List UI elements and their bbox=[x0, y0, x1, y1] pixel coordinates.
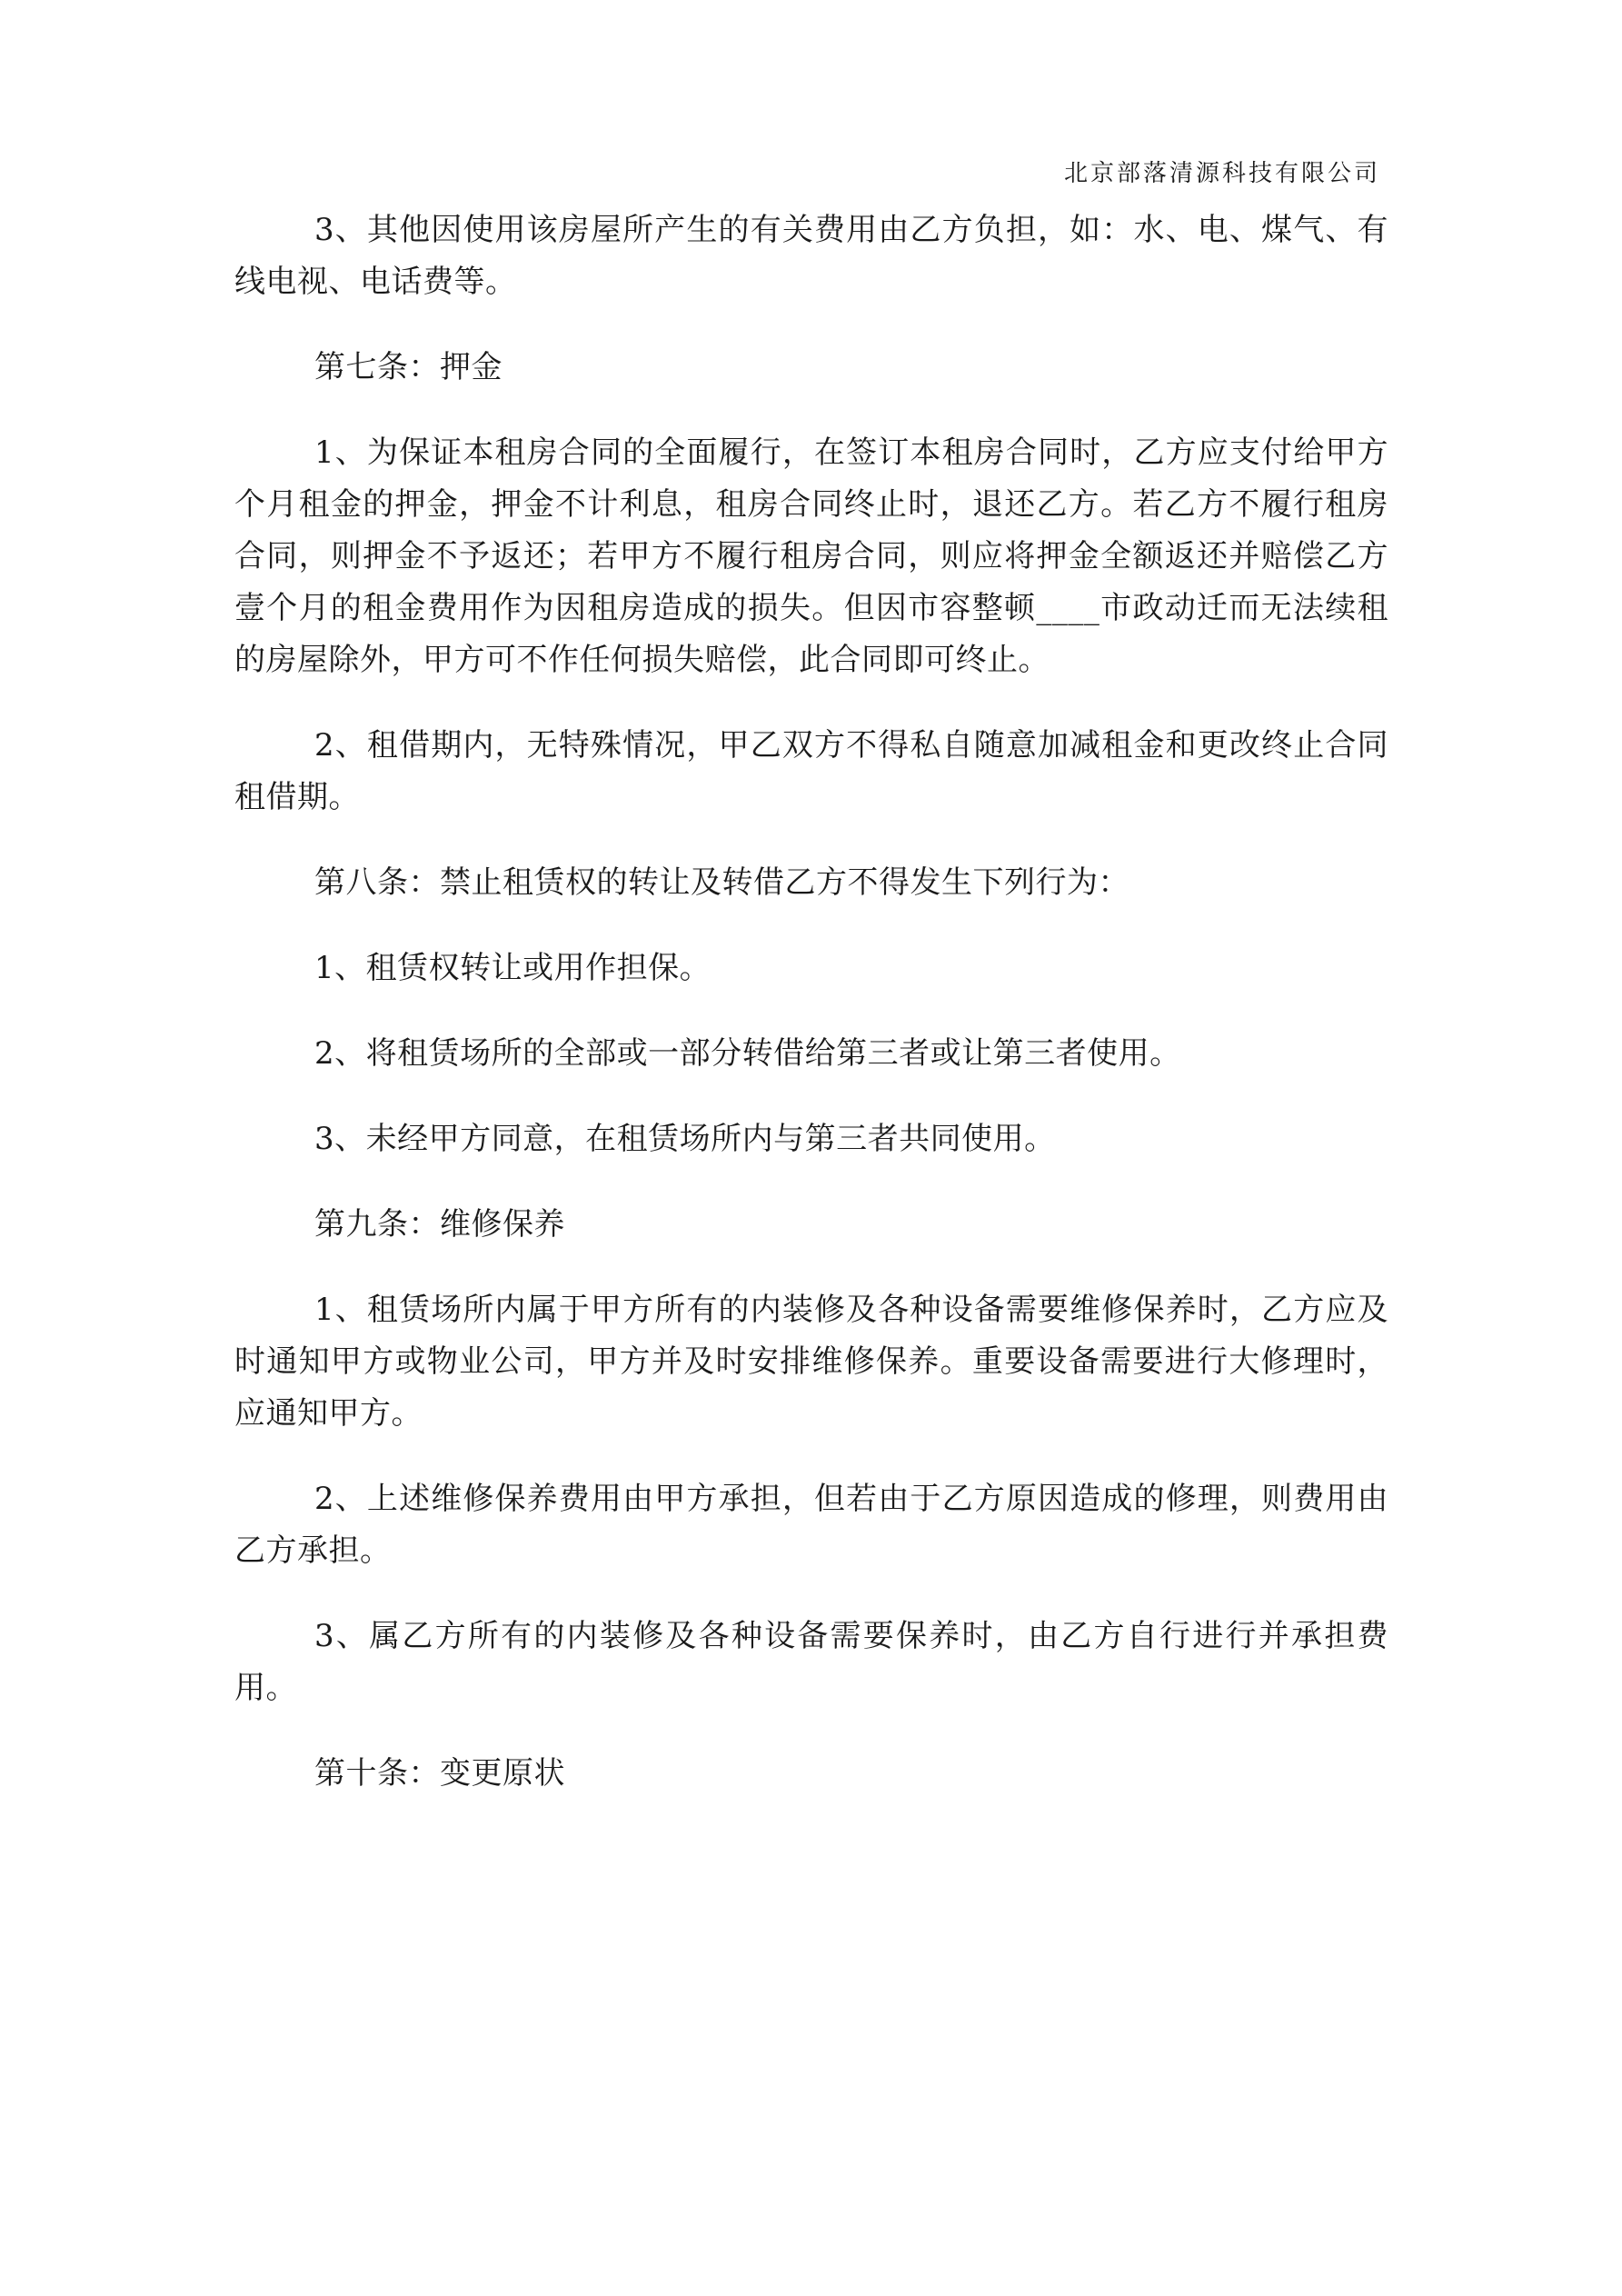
article-10-heading: 第十条：变更原状 bbox=[314, 1755, 565, 1792]
paragraph-deposit-2: 2、租借期内，无特殊情况，甲乙双方不得私自随意加减租金和更改终止合同租借期。 bbox=[234, 727, 1388, 815]
paragraph-maintenance-1: 1、租赁场所内属于甲方所有的内装修及各种设备需要维修保养时，乙方应及时通知甲方或物业公司，甲方并及时安排维修保养。重要设备需要进行大修理时，应通知甲方。 bbox=[234, 1292, 1388, 1432]
header-company-name: 北京部落清源科技有限公司 bbox=[1063, 160, 1380, 187]
paragraph-utility-fees: 3、其他因使用该房屋所产生的有关费用由乙方负担，如：水、电、煤气、有线电视、电话费等。 bbox=[234, 212, 1388, 300]
paragraph-maintenance-2: 2、上述维修保养费用由甲方承担，但若由于乙方原因造成的修理，则费用由乙方承担。 bbox=[234, 1481, 1388, 1569]
document-body bbox=[234, 205, 1388, 1833]
paragraph-maintenance-3: 3、属乙方所有的内装修及各种设备需要保养时，由乙方自行进行并承担费用。 bbox=[234, 1618, 1388, 1706]
paragraph-transfer-2: 2、将租赁场所的全部或一部分转借给第三者或让第三者使用。 bbox=[314, 1035, 1181, 1072]
paragraph-transfer-3: 3、未经甲方同意，在租赁场所内与第三者共同使用。 bbox=[314, 1121, 1056, 1157]
paragraph-deposit-1: 1、为保证本租房合同的全面履行，在签订本租房合同时，乙方应支付给甲方个月租金的押金，押金不计利息，租房合同终止时，退还乙方。若乙方不履行租房合同，则押金不予返还；若甲方不履行租房合同，则应将押金全额返还并赔偿乙方壹个月的租金费用作为因租房造成的损失。但因市容整顿____市政动迁而无法续租的房屋除外，甲方可不作任何损失赔偿，此合同即可终止。 bbox=[234, 434, 1388, 678]
paragraph-transfer-1: 1、租赁权转让或用作担保。 bbox=[314, 950, 711, 986]
article-7-heading: 第七条：押金 bbox=[314, 349, 503, 385]
article-8-heading: 第八条：禁止租赁权的转让及转借乙方不得发生下列行为： bbox=[314, 864, 1129, 901]
article-9-heading: 第九条：维修保养 bbox=[314, 1206, 565, 1243]
